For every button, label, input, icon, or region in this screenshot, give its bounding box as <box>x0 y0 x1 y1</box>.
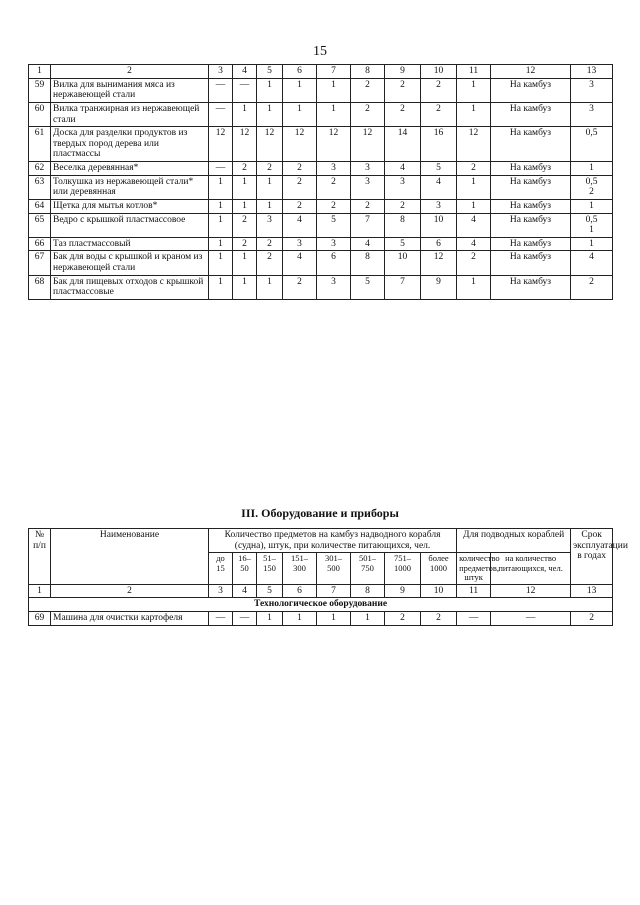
cell-value: 1 <box>233 175 257 199</box>
cell-value: 1 <box>257 175 283 199</box>
cell-value: 1 <box>209 175 233 199</box>
cell-value: — <box>233 78 257 102</box>
column-number: 3 <box>209 65 233 79</box>
cell-value: 1 <box>317 102 351 126</box>
cell-value: 1 <box>233 275 257 299</box>
cell-value: 9 <box>421 275 457 299</box>
cell-value: 12 <box>421 251 457 275</box>
column-number: 7 <box>317 65 351 79</box>
column-number-row <box>29 584 613 598</box>
cell-value: 5 <box>421 162 457 176</box>
subheading-row <box>29 598 613 612</box>
cell-value: — <box>457 612 491 626</box>
qty-header: Количество предметов на камбуз надводного корабля (судна), штук, при количестве питающихся, чел. <box>209 529 457 553</box>
cell-value: — <box>209 78 233 102</box>
cell-value: 1 <box>209 251 233 275</box>
section-title: III. Оборудование и приборы <box>241 506 399 520</box>
cell-value: 4 <box>571 251 613 275</box>
item-name: Бак для пищевых отходов с крышкой пластмассовые <box>51 275 209 299</box>
cell-value: 3 <box>571 102 613 126</box>
column-number: 12 <box>491 65 571 79</box>
cell-value: 16 <box>421 127 457 162</box>
cell-value: 1 <box>209 237 233 251</box>
cell-value: 3 <box>351 162 385 176</box>
cell-value: 1 <box>209 199 233 213</box>
cell-value: 4 <box>283 251 317 275</box>
cell-value: 5 <box>351 275 385 299</box>
cell-value: 1 <box>257 199 283 213</box>
item-name: Толкушка из нержавеющей стали* или деревянная <box>51 175 209 199</box>
cell-value: 2 <box>571 612 613 626</box>
table-row <box>29 102 613 126</box>
cell-value: 4 <box>457 237 491 251</box>
cell-value: 2 <box>421 612 457 626</box>
column-number: 7 <box>317 584 351 598</box>
row-number: 61 <box>29 127 51 162</box>
cell-value: 1 <box>457 199 491 213</box>
table-row <box>29 199 613 213</box>
utensils-table <box>28 64 613 300</box>
sub-people-header: на количество питающихся, чел. <box>491 553 571 585</box>
row-number: 59 <box>29 78 51 102</box>
page-number: 15 <box>313 44 327 59</box>
column-number: 10 <box>421 584 457 598</box>
cell-value: 2 <box>351 78 385 102</box>
cell-value: 2 <box>385 102 421 126</box>
range-header: 151–300 <box>283 553 317 585</box>
item-name: Вилка для вынимания мяса из нержавеющей стали <box>51 78 209 102</box>
item-name: Веселка деревянная* <box>51 162 209 176</box>
cell-value: 1 <box>571 237 613 251</box>
cell-value: 4 <box>385 162 421 176</box>
header-row <box>29 529 613 553</box>
cell-value: 3 <box>317 237 351 251</box>
cell-value: 1 <box>257 612 283 626</box>
cell-value: 12 <box>351 127 385 162</box>
cell-value: 1 <box>457 102 491 126</box>
table-row <box>29 612 613 626</box>
cell-value: 12 <box>257 127 283 162</box>
cell-value: 1 <box>283 102 317 126</box>
cell-value: На камбуз <box>491 78 571 102</box>
row-number: 64 <box>29 199 51 213</box>
cell-value: 2 <box>257 251 283 275</box>
cell-value: 10 <box>385 251 421 275</box>
cell-value: На камбуз <box>491 213 571 237</box>
cell-value: 3 <box>317 275 351 299</box>
cell-value: 0,5 <box>571 127 613 162</box>
cell-value: 4 <box>457 213 491 237</box>
cell-value: 3 <box>385 175 421 199</box>
cell-value: 2 <box>233 237 257 251</box>
cell-value: 2 <box>283 175 317 199</box>
cell-value: 3 <box>351 175 385 199</box>
sub-qty-header: количество предметов, штук <box>457 553 491 585</box>
cell-value: 7 <box>351 213 385 237</box>
column-number: 10 <box>421 65 457 79</box>
table-row <box>29 127 613 162</box>
cell-value: 3 <box>317 162 351 176</box>
cell-value: 2 <box>421 78 457 102</box>
col-number-header: № п/п <box>29 529 51 585</box>
cell-value: — <box>209 102 233 126</box>
column-number: 13 <box>571 65 613 79</box>
cell-value: 4 <box>351 237 385 251</box>
cell-value: 8 <box>351 251 385 275</box>
row-number: 60 <box>29 102 51 126</box>
cell-value: 2 <box>421 102 457 126</box>
cell-value: 2 <box>233 162 257 176</box>
cell-value: На камбуз <box>491 237 571 251</box>
cell-value: 1 <box>209 213 233 237</box>
cell-value: 1 <box>571 199 613 213</box>
table-row <box>29 78 613 102</box>
subheading: Технологическое оборудование <box>29 598 613 612</box>
column-number: 5 <box>257 65 283 79</box>
cell-value: 12 <box>233 127 257 162</box>
cell-value: 1 <box>209 275 233 299</box>
item-name: Доска для разделки продуктов из твердых пород дерева или пластмассы <box>51 127 209 162</box>
row-number: 63 <box>29 175 51 199</box>
column-number: 8 <box>351 65 385 79</box>
cell-value: — <box>209 612 233 626</box>
col-name-header: Наименование <box>51 529 209 585</box>
cell-value: 1 <box>457 175 491 199</box>
cell-value: 2 <box>385 78 421 102</box>
column-number: 2 <box>51 584 209 598</box>
cell-value: 1 <box>233 251 257 275</box>
cell-value: 12 <box>317 127 351 162</box>
cell-value: 4 <box>421 175 457 199</box>
range-header: более 1000 <box>421 553 457 585</box>
cell-value: 6 <box>317 251 351 275</box>
cell-value: 2 <box>457 251 491 275</box>
column-number: 9 <box>385 65 421 79</box>
table-row <box>29 251 613 275</box>
cell-value: 10 <box>421 213 457 237</box>
column-number: 12 <box>491 584 571 598</box>
cell-value: 2 <box>283 275 317 299</box>
cell-value: 2 <box>257 162 283 176</box>
cell-value: — <box>491 612 571 626</box>
cell-value: 3 <box>257 213 283 237</box>
range-header: 301–500 <box>317 553 351 585</box>
cell-value: На камбуз <box>491 251 571 275</box>
row-number: 66 <box>29 237 51 251</box>
cell-value: 0,5 1 <box>571 213 613 237</box>
cell-value: 2 <box>571 275 613 299</box>
cell-value: 12 <box>283 127 317 162</box>
table-row <box>29 237 613 251</box>
cell-value: На камбуз <box>491 102 571 126</box>
column-number: 4 <box>233 584 257 598</box>
cell-value: 1 <box>351 612 385 626</box>
column-number: 1 <box>29 65 51 79</box>
cell-value: 1 <box>233 199 257 213</box>
column-number: 2 <box>51 65 209 79</box>
cell-value: На камбуз <box>491 127 571 162</box>
cell-value: На камбуз <box>491 275 571 299</box>
cell-value: 1 <box>257 78 283 102</box>
cell-value: На камбуз <box>491 175 571 199</box>
item-name: Таз пластмассовый <box>51 237 209 251</box>
range-header: 16–50 <box>233 553 257 585</box>
cell-value: 1 <box>283 78 317 102</box>
row-number: 68 <box>29 275 51 299</box>
column-number: 1 <box>29 584 51 598</box>
range-header: до 15 <box>209 553 233 585</box>
cell-value: 1 <box>283 612 317 626</box>
cell-value: 1 <box>457 78 491 102</box>
cell-value: 2 <box>317 175 351 199</box>
equipment-table <box>28 528 628 626</box>
cell-value: 12 <box>209 127 233 162</box>
column-number: 11 <box>457 584 491 598</box>
cell-value: 12 <box>457 127 491 162</box>
cell-value: 1 <box>317 612 351 626</box>
cell-value: 8 <box>385 213 421 237</box>
cell-value: 1 <box>571 162 613 176</box>
column-number: 13 <box>571 584 613 598</box>
item-name: Машина для очистки картофеля <box>51 612 209 626</box>
item-name: Бак для воды с крышкой и краном из нержавеющей стали <box>51 251 209 275</box>
column-number-row <box>29 65 613 79</box>
cell-value: 2 <box>317 199 351 213</box>
column-number: 3 <box>209 584 233 598</box>
row-number: 65 <box>29 213 51 237</box>
column-number: 6 <box>283 584 317 598</box>
cell-value: 6 <box>421 237 457 251</box>
cell-value: 3 <box>283 237 317 251</box>
cell-value: 5 <box>317 213 351 237</box>
column-number: 4 <box>233 65 257 79</box>
cell-value: На камбуз <box>491 199 571 213</box>
column-number: 5 <box>257 584 283 598</box>
cell-value: — <box>233 612 257 626</box>
cell-value: — <box>209 162 233 176</box>
table-row <box>29 275 613 299</box>
column-number: 9 <box>385 584 421 598</box>
cell-value: 4 <box>283 213 317 237</box>
item-name: Вилка транжирная из нержавеющей стали <box>51 102 209 126</box>
cell-value: 1 <box>233 102 257 126</box>
range-header: 501–750 <box>351 553 385 585</box>
cell-value: 2 <box>351 102 385 126</box>
column-number: 11 <box>457 65 491 79</box>
cell-value: 1 <box>257 102 283 126</box>
cell-value: 1 <box>257 275 283 299</box>
cell-value: На камбуз <box>491 162 571 176</box>
col-term-header: Срок эксплуатации в годах <box>571 529 613 585</box>
cell-value: 5 <box>385 237 421 251</box>
table-row <box>29 162 613 176</box>
cell-value: 3 <box>571 78 613 102</box>
table-row <box>29 213 613 237</box>
row-number: 69 <box>29 612 51 626</box>
column-number: 8 <box>351 584 385 598</box>
range-header: 751–1000 <box>385 553 421 585</box>
submarine-header: Для подводных кораблей <box>457 529 571 553</box>
cell-value: 2 <box>283 199 317 213</box>
cell-value: 7 <box>385 275 421 299</box>
row-number: 62 <box>29 162 51 176</box>
cell-value: 2 <box>233 213 257 237</box>
cell-value: 2 <box>283 162 317 176</box>
cell-value: 2 <box>457 162 491 176</box>
item-name: Щетка для мытья котлов* <box>51 199 209 213</box>
cell-value: 1 <box>457 275 491 299</box>
cell-value: 2 <box>257 237 283 251</box>
table-row <box>29 175 613 199</box>
column-number: 6 <box>283 65 317 79</box>
cell-value: 1 <box>317 78 351 102</box>
row-number: 67 <box>29 251 51 275</box>
range-header: 51–150 <box>257 553 283 585</box>
cell-value: 2 <box>385 612 421 626</box>
cell-value: 3 <box>421 199 457 213</box>
item-name: Ведро с крышкой пластмассовое <box>51 213 209 237</box>
cell-value: 2 <box>351 199 385 213</box>
cell-value: 14 <box>385 127 421 162</box>
cell-value: 2 <box>385 199 421 213</box>
cell-value: 0,5 2 <box>571 175 613 199</box>
